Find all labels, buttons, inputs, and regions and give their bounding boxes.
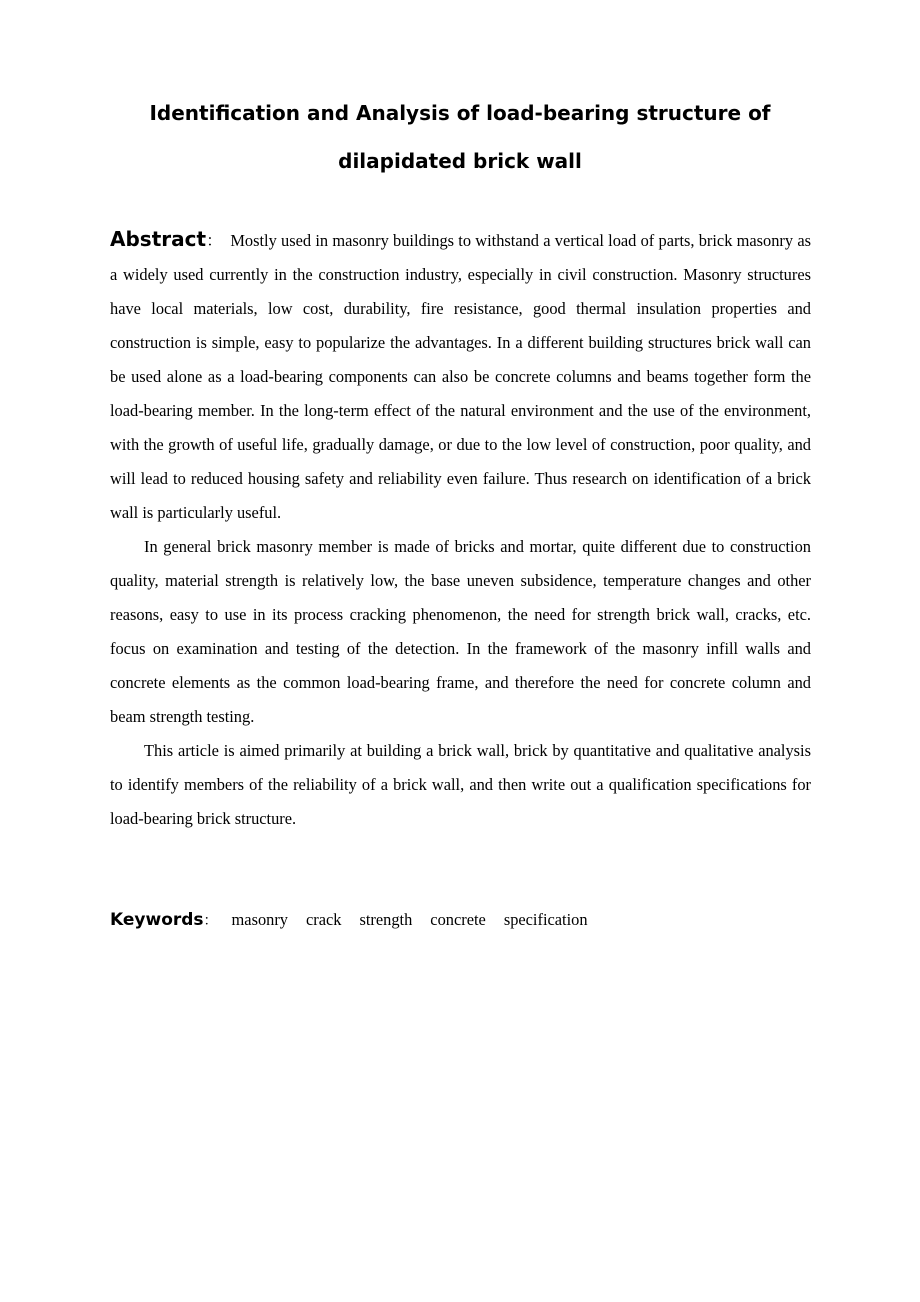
keyword-item: strength	[359, 910, 413, 929]
abstract-paragraph-2: In general brick masonry member is made of bricks and mortar, quite different due to construction quality, material strength is relatively low, the base uneven subsidence, temperature changes and other reasons, easy to use in its process cracking phenomenon, the need for strength brick wall, cracks, etc. focus on examination and testing of the detection. In the framework of the masonry infill walls and concrete elements as the common load-bearing frame, and therefore the need for concrete column and beam strength testing.	[110, 537, 811, 726]
keywords-line	[110, 903, 811, 938]
keyword-item: concrete	[430, 910, 486, 929]
keywords-label: Keywords	[110, 910, 204, 930]
abstract-paragraph-1-text: Mostly used in masonry buildings to withstand a vertical load of parts, brick masonry as a widely used currently in the construction industry, especially in civil construction. Masonry structures have local materials, low cost, durability, fire resistance, good thermal insulation properties and construction is simple, easy to popularize the advantages. In a different building structures brick wall can be used alone as a load-bearing components can also be concrete columns and beams together form the load-bearing member. In the long-term effect of the natural environment and the use of the environment, with the growth of useful life, gradually damage, or due to the low level of construction, poor quality, and will lead to reduced housing safety and reliability even failure. Thus research on identification of a brick wall is particularly useful.	[110, 231, 811, 522]
keyword-item: crack	[306, 910, 342, 929]
keyword-item: masonry	[231, 910, 288, 929]
abstract-label: Abstract	[110, 227, 207, 251]
paper-title-line-1: Identification and Analysis of load-bearing structure of	[149, 101, 771, 125]
abstract-section	[110, 222, 811, 836]
abstract-paragraph-3: This article is aimed primarily at building a brick wall, brick by quantitative and qualitative analysis to identify members of the reliability of a brick wall, and then write out a qualification specifications for load-bearing brick structure.	[110, 741, 811, 828]
abstract-colon: ：	[206, 231, 223, 250]
keyword-item: specification	[503, 910, 588, 929]
abstract-paragraph-1	[110, 222, 811, 530]
keywords-colon: ：	[203, 913, 218, 929]
paper-title-line-2: dilapidated brick wall	[338, 149, 582, 173]
